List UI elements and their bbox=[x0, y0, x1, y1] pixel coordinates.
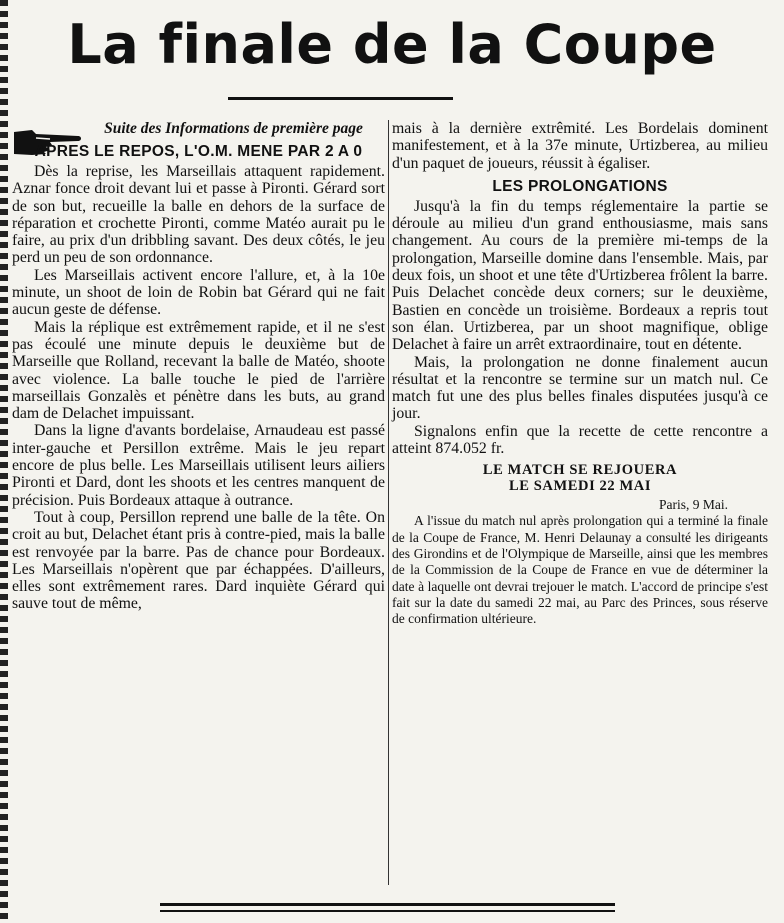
paragraph: Dans la ligne d'avants bordelaise, Arnaudeau est passé inter-gauche et Persillon extrême. Mais le jeu repart encore de plus belle. Les Marseillais utilisent leurs ailiers Pironti et Dard, dont les shoots et les centres manquent de précision. Puis Bordeaux attaque à outrance. bbox=[12, 422, 385, 509]
page-edge-border bbox=[0, 0, 8, 923]
paragraph: Jusqu'à la fin du temps réglementaire la partie se déroule au milieu d'un grand enthousiasme, mais sans changement. Au cours de la première mi-temps de la prolongation, Marseille domine dans l'ensemble. Mais, par deux fois, un shoot et une tête d'Urtizberea frôlent la barre. Puis Delachet concède deux corners; sur le deuxième, Bastien en concède un troisième. Bordeaux a repris tout son élan. Urtizberea, par un shoot magnifique, oblige Delachet à faire un arrêt extraordinaire, tout en détente. bbox=[392, 197, 768, 354]
section-title-rejouera bbox=[392, 462, 768, 494]
left-column bbox=[12, 120, 385, 613]
section-title-prolongations: LES PROLONGATIONS bbox=[492, 177, 668, 195]
bottom-rule bbox=[160, 910, 615, 912]
paragraph: Dès la reprise, les Marseillais attaquent rapidement. Aznar fonce droit devant lui et passe à Pironti. Gérard sort de son but, recueille la balle en dehors de la surface de réparation et crochette Pironti, comme Matéo aurait pu le faire, au prix d'un dribbling savant. Des deux côtés, le jeu perd un peu de son ordonnance. bbox=[12, 163, 385, 267]
section-title-line: LE SAMEDI 22 MAI bbox=[508, 478, 652, 495]
section-title-repos: APRES LE REPOS, L'O.M. MENE PAR 2 A 0 bbox=[34, 143, 363, 160]
continuation-note: Suite des Informations de première page bbox=[104, 120, 363, 137]
paragraph: Les Marseillais activent encore l'allure, et, à la 10e minute, un shoot de loin de Robin bat Gérard qui ne fait aucun geste de défense. bbox=[12, 266, 385, 319]
paragraph: Signalons enfin que la recette de cette rencontre a atteint 874.052 fr. bbox=[392, 422, 768, 458]
paragraph: A l'issue du match nul après prolongation qui a terminé la finale de la Coupe de France, M. Henri Delaunay a consulté les dirigeants des Girondins et de l'Olympique de Marseille, ainsi que les membres de la Commission de la Coupe de France en vue de déterminer la date à laquelle ont devrai trejouer le match. L'accord de principe s'est fait sur la date du samedi 22 mai, au Parc des Princes, sous réserve de confirmation ultérieure. bbox=[392, 513, 768, 627]
paragraph-continued: mais à la dernière extrêmité. Les Bordelais dominent manifestement, et à la 37e minute, Urtizberea, au milieu d'un paquet de joueurs, réussit à égaliser. bbox=[392, 120, 768, 172]
paragraph: Mais la réplique est extrêmement rapide, et il ne s'est pas écoulé une minute depuis le deuxième but de Marseille que Rolland, recevant la balle de Matéo, shoote avec violence. La balle touche le pied de l'arrière marseillais Gonzalès et pénètre dans les buts, au grand dam de Delachet impuissant. bbox=[12, 318, 385, 423]
dateline: Paris, 9 Mai. bbox=[659, 497, 728, 513]
right-column bbox=[392, 120, 768, 627]
section-title-line: LE MATCH SE REJOUERA bbox=[482, 462, 678, 479]
paragraph: Mais, la prolongation ne donne finalement aucun résultat et la rencontre se termine sur un match nul. Ce match fut une des plus belles finales disputées jusqu'à ce jour. bbox=[392, 353, 768, 423]
headline: La finale de la Coupe bbox=[67, 13, 717, 76]
headline-rule bbox=[228, 97, 453, 100]
paragraph: Tout à coup, Persillon reprend une balle de la tête. On croit au but, Delachet étant pris à contre-pied, mais la balle est renvoyée par la barre. Pas de chance pour Bordeaux. Les Marseillais n'opèrent que par échappées. D'ailleurs, elles sont extrêmement rares. Dard inquiète Gérard qui sauve tout de même, bbox=[12, 508, 385, 613]
bottom-rule bbox=[160, 903, 615, 906]
column-divider bbox=[388, 120, 389, 885]
